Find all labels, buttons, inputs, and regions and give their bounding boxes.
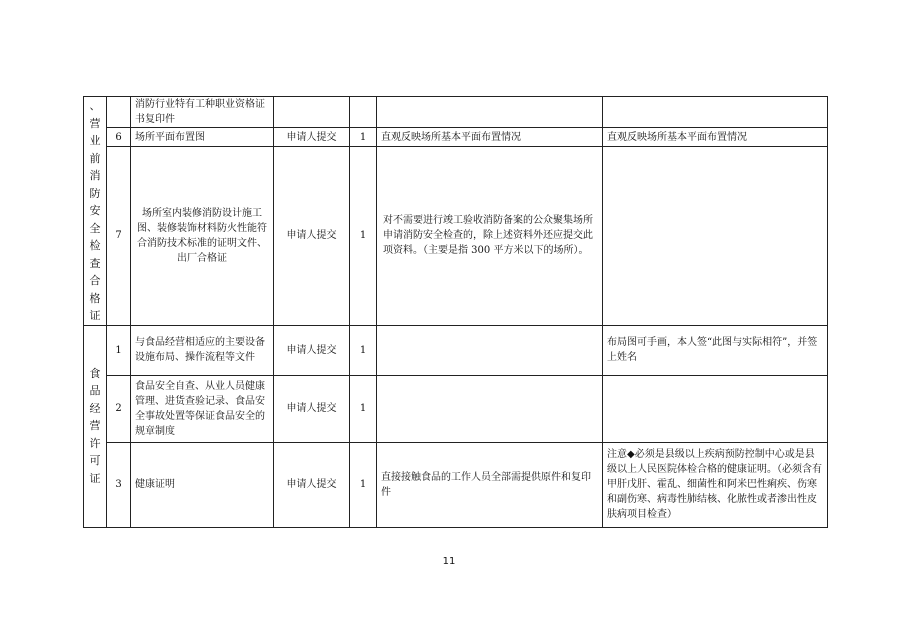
row-number: 6 bbox=[107, 128, 131, 146]
table-row bbox=[84, 146, 828, 325]
material-quantity: 1 bbox=[350, 146, 377, 325]
row-number: 3 bbox=[107, 442, 131, 527]
material-name: 健康证明 bbox=[131, 442, 274, 527]
material-name: 食品安全自查、从业人员健康管理、进货查验记录、食品安全事故处置等保证食品安全的规章制度 bbox=[131, 375, 274, 442]
material-description bbox=[377, 325, 603, 375]
row-number: 1 bbox=[107, 325, 131, 375]
material-source: 申请人提交 bbox=[274, 146, 350, 325]
material-quantity: 1 bbox=[350, 325, 377, 375]
material-name: 与食品经营相适应的主要设备设施布局、操作流程等文件 bbox=[131, 325, 274, 375]
material-note: 注意◆必须是县级以上疾病预防控制中心或是县级以上人民医院体检合格的健康证明。（必须含有甲肝戊肝、霍乱、细菌性和阿米巴性痢疾、伤寒和副伤寒、病毒性肺结核、化脓性或者渗出性皮肤病项目检查） bbox=[603, 442, 828, 527]
page-number: 11 bbox=[442, 556, 456, 567]
category-cell-food-license bbox=[84, 325, 107, 527]
material-quantity bbox=[350, 97, 377, 128]
table-row bbox=[84, 97, 828, 128]
material-name: 消防行业特有工种职业资格证书复印件 bbox=[131, 97, 274, 128]
material-name: 场所平面布置图 bbox=[131, 128, 274, 146]
material-source bbox=[274, 97, 350, 128]
table-row bbox=[84, 325, 828, 375]
material-note bbox=[603, 146, 828, 325]
requirements-table bbox=[83, 96, 828, 528]
material-description: 直观反映场所基本平面布置情况 bbox=[377, 128, 603, 146]
material-description bbox=[377, 97, 603, 128]
row-number: 7 bbox=[107, 146, 131, 325]
material-name: 场所室内装修消防设计施工图、装修装饰材料防火性能符合消防技术标准的证明文件、出厂合格证 bbox=[131, 146, 274, 325]
material-description bbox=[377, 375, 603, 442]
category-label: 食品经营许可证 bbox=[89, 366, 101, 485]
material-source: 申请人提交 bbox=[274, 325, 350, 375]
material-note bbox=[603, 97, 828, 128]
row-number: 2 bbox=[107, 375, 131, 442]
material-note: 布局图可手画，本人签“此图与实际相符”，并签上姓名 bbox=[603, 325, 828, 375]
material-quantity: 1 bbox=[350, 128, 377, 146]
category-cell-fire-safety bbox=[84, 97, 107, 326]
table-row bbox=[84, 375, 828, 442]
row-number bbox=[107, 97, 131, 128]
material-source: 申请人提交 bbox=[274, 375, 350, 442]
table-row bbox=[84, 442, 828, 527]
material-source: 申请人提交 bbox=[274, 128, 350, 146]
material-quantity: 1 bbox=[350, 442, 377, 527]
category-label: 、营业前消防安全检查合格证 bbox=[89, 99, 101, 322]
material-quantity: 1 bbox=[350, 375, 377, 442]
material-note bbox=[603, 375, 828, 442]
material-description: 直接接触食品的工作人员全部需提供原件和复印件 bbox=[377, 442, 603, 527]
material-source: 申请人提交 bbox=[274, 442, 350, 527]
material-description: 对不需要进行竣工验收消防备案的公众聚集场所申请消防安全检查的，除上述资料外还应提交此项资料。（主要是指 300 平方米以下的场所）。 bbox=[377, 146, 603, 325]
material-note: 直观反映场所基本平面布置情况 bbox=[603, 128, 828, 146]
table-row bbox=[84, 128, 828, 146]
